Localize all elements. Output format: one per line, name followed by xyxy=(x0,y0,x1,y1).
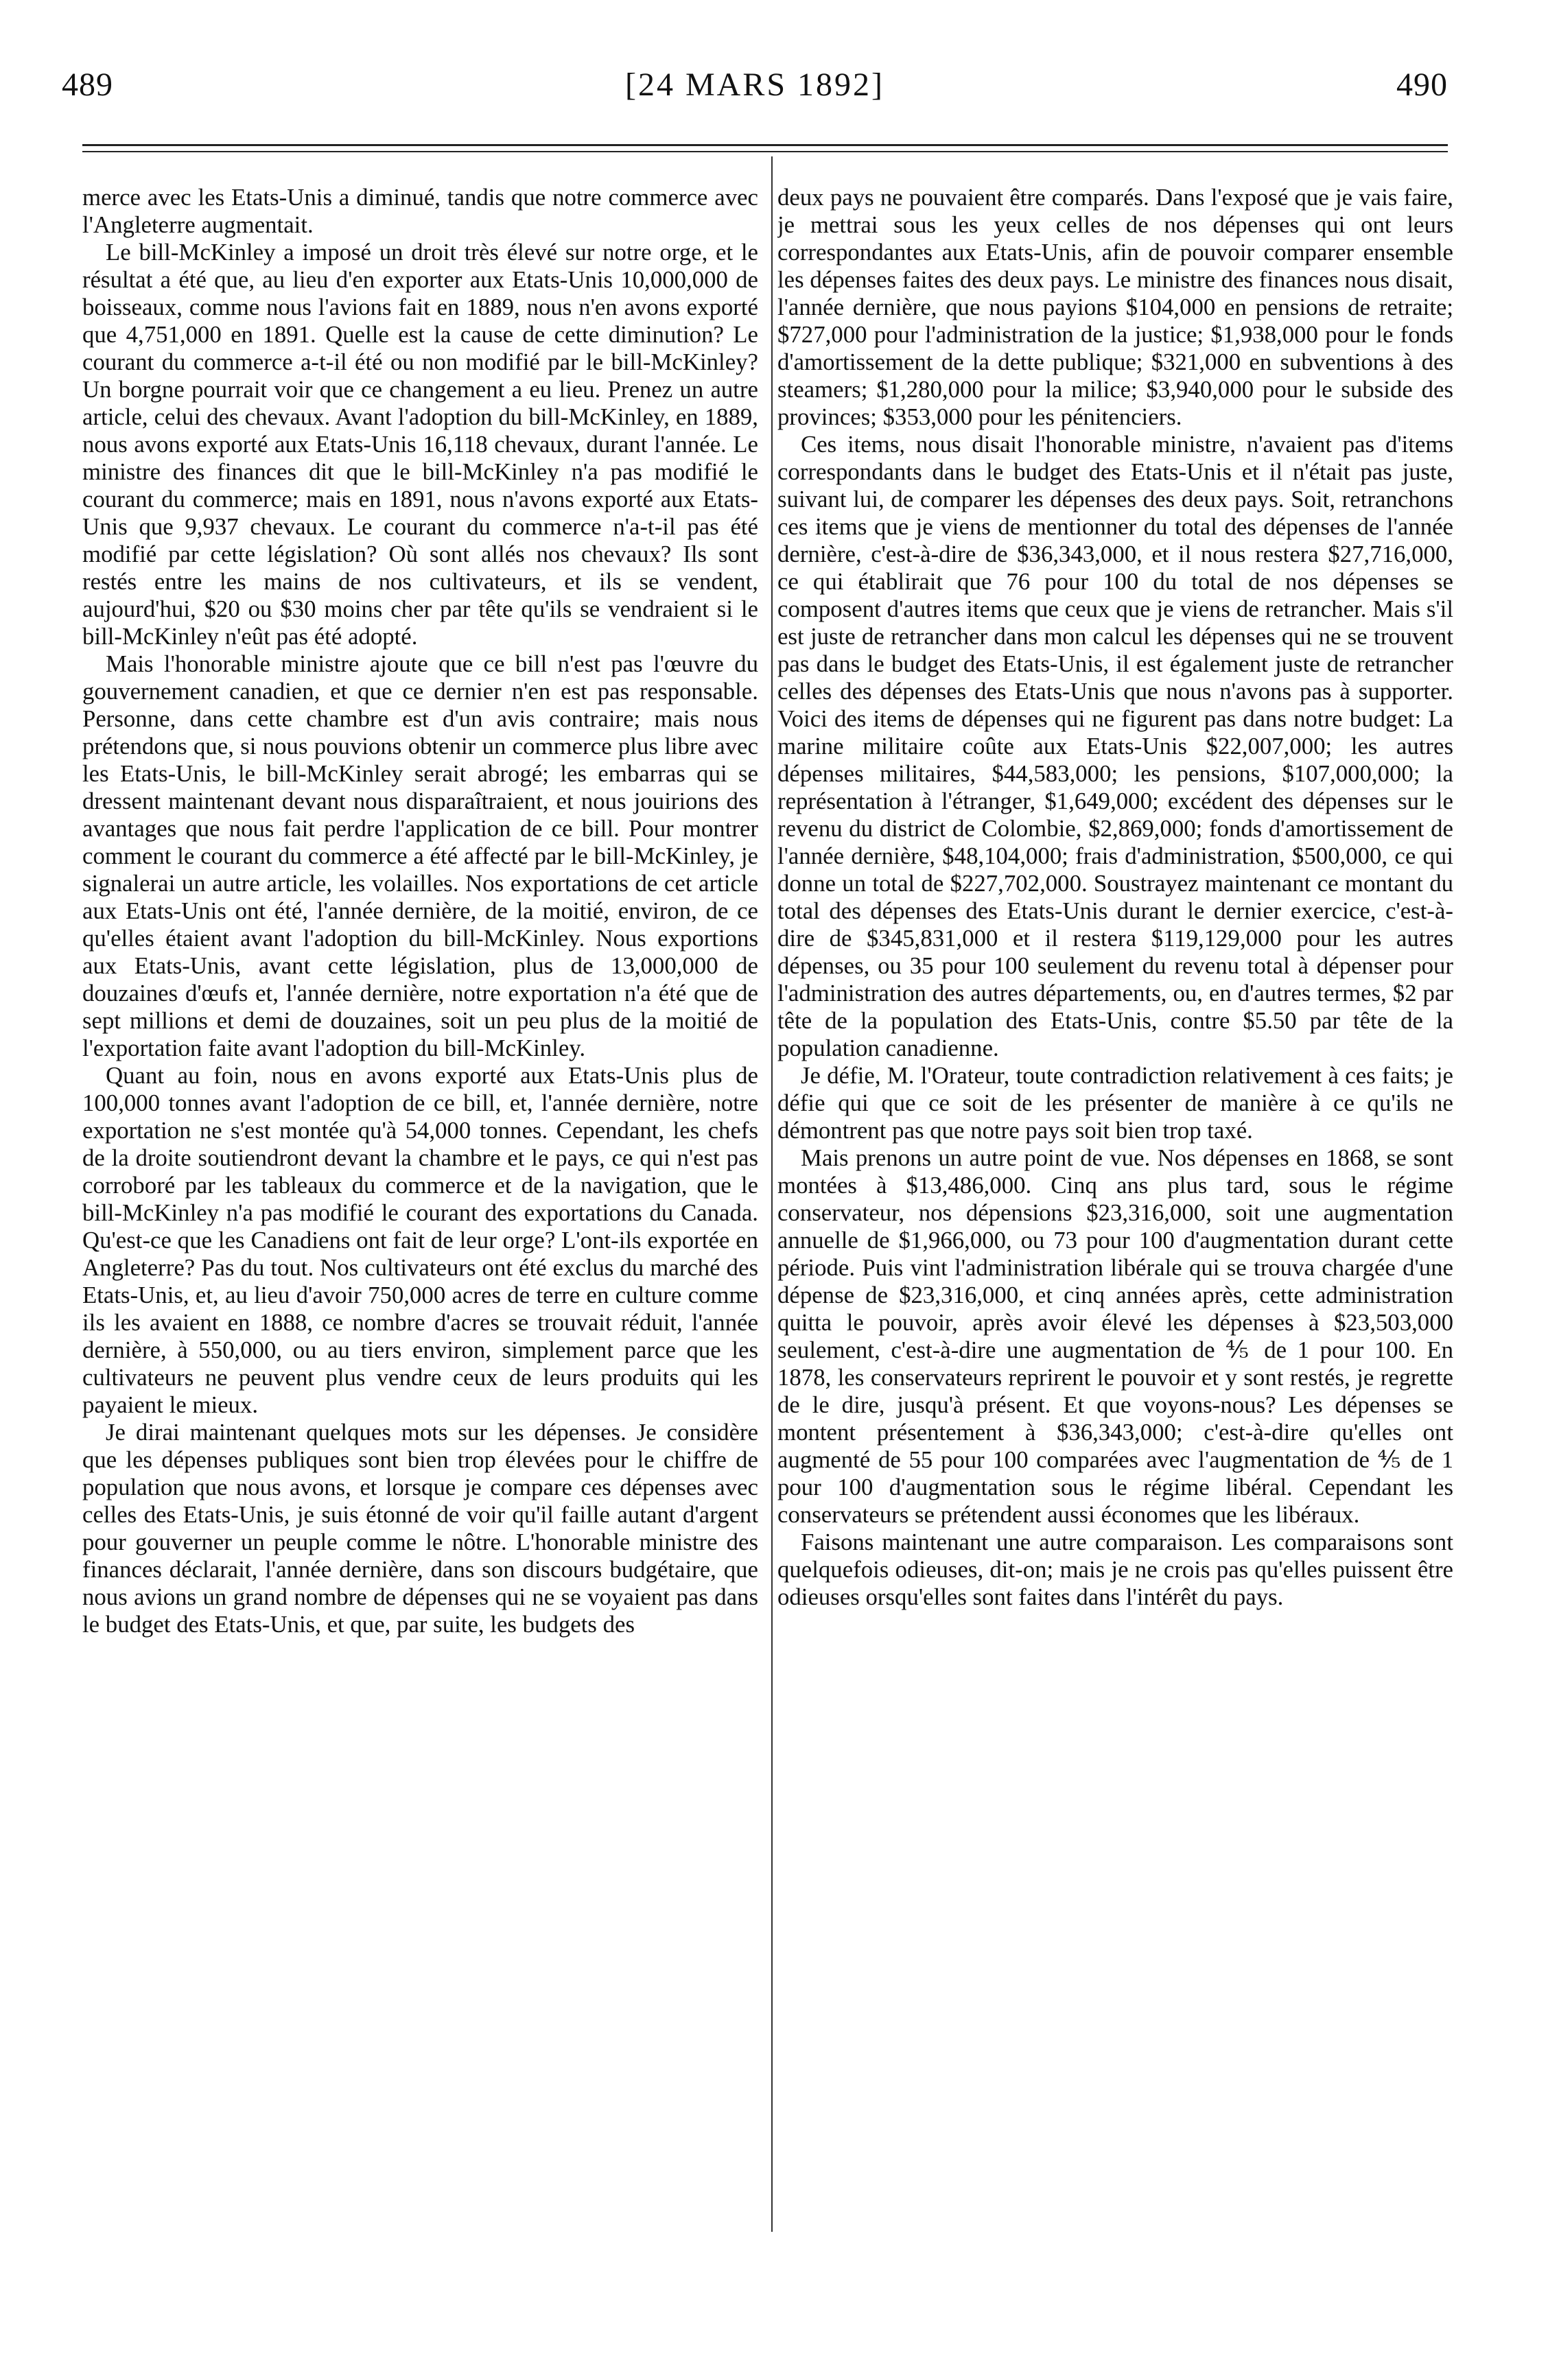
paragraph: deux pays ne pouvaient être comparés. Dans l'exposé que je vais faire, je mettrai sous les yeux celles de nos dépenses qui ont leurs correspondantes aux Etats-Unis, afin de pouvoir comparer ensemble les dépenses faites des deux pays. Le ministre des finances nous disait, l'année dernière, que nous payions $104,000 en pensions de retraite; $727,000 pour l'administration de la justice; $1,938,000 pour le fonds d'amortissement de la dette publique; $321,000 en subventions à des steamers; $1,280,000 pour la milice; $3,940,000 pour le subside des provinces; $353,000 pour les pénitenciers. xyxy=(777,184,1453,430)
header-date: [24 MARS 1892] xyxy=(624,67,885,103)
left-column xyxy=(82,184,758,2235)
paragraph: Quant au foin, nous en avons exporté aux Etats-Unis plus de 100,000 tonnes avant l'adoption de ce bill, et, l'année dernière, notre exportation ne s'est montée qu'à 54,000 tonnes. Cependant, les chefs de la droite soutiendront devant la chambre et le pays, ce qui n'est pas corroboré par les tableaux du commerce et de la navigation, que le bill-McKinley n'a pas modifié le courant des exportations du Canada. Qu'est-ce que les Canadiens ont fait de leur orge? L'ont-ils exportée en Angleterre? Pas du tout. Nos cultivateurs ont été exclus du marché des Etats-Unis, et, au lieu d'avoir 750,000 acres de terre en culture comme ils les avaient en 1888, ce nombre d'acres se trouvait réduit, l'année dernière, à 550,000, ou au tiers environ, simplement parce que les cultivateurs ne peuvent plus vendre ceux de leurs produits qui les payaient le mieux. xyxy=(82,1062,758,1418)
right-column xyxy=(777,184,1453,2235)
paragraph: Je défie, M. l'Orateur, toute contradiction relativement à ces faits; je défie qui que ce soit de les présenter de manière à ce qu'ils ne démontrent pas que notre pays soit bien trop taxé. xyxy=(777,1062,1453,1144)
header-rule-top xyxy=(82,144,1448,146)
paragraph: merce avec les Etats-Unis a diminué, tandis que notre commerce avec l'Angleterre augmentait. xyxy=(82,184,758,238)
column-divider xyxy=(771,156,773,2232)
header-rule-bottom xyxy=(82,151,1448,152)
paragraph: Je dirai maintenant quelques mots sur les dépenses. Je considère que les dépenses publiques sont bien trop élevées pour le chiffre de population que nous avons, et lorsque je compare ces dépenses avec celles des Etats-Unis, je suis étonné de voir qu'il faille autant d'argent pour gouverner un peuple comme le nôtre. L'honorable ministre des finances déclarait, l'année dernière, dans son discours budgétaire, que nous avions un grand nombre de dépenses qui ne se voyaient pas dans le budget des Etats-Unis, et que, par suite, les budgets des xyxy=(82,1419,758,1638)
page-number-right: 490 xyxy=(1396,67,1448,103)
paragraph: Faisons maintenant une autre comparaison. Les comparaisons sont quelquefois odieuses, dit-on; mais je ne crois pas qu'elles puissent être odieuses orsqu'elles sont faites dans l'intérêt du pays. xyxy=(777,1529,1453,1610)
paragraph: Le bill-McKinley a imposé un droit très élevé sur notre orge, et le résultat a été que, au lieu d'en exporter aux Etats-Unis 10,000,000 de boisseaux, comme nous l'avions fait en 1889, nous n'en avons exporté que 4,751,000 en 1891. Quelle est la cause de cette diminution? Le courant du commerce a-t-il été ou non modifié par le bill-McKinley? Un borgne pourrait voir que ce changement a eu lieu. Prenez un autre article, celui des chevaux. Avant l'adoption du bill-McKinley, en 1889, nous avons exporté aux Etats-Unis 16,118 chevaux, durant l'année. Le ministre des finances dit que le bill-McKinley n'a pas modifié le courant du commerce; mais en 1891, nous n'avons exporté aux Etats-Unis que 9,937 chevaux. Le courant du commerce n'a-t-il pas été modifié par cette législation? Où sont allés nos chevaux? Ils sont restés entre les mains de nos cultivateurs, et ils se vendent, aujourd'hui, $20 ou $30 moins cher par tête qu'ils se vendraient si le bill-McKinley n'eût pas été adopté. xyxy=(82,239,758,650)
paragraph: Ces items, nous disait l'honorable ministre, n'avaient pas d'items correspondants dans le budget des Etats-Unis et il n'était pas juste, suivant lui, de comparer les dépenses des deux pays. Soit, retranchons ces items que je viens de mentionner du total des dépenses de l'année dernière, c'est-à-dire de $36,343,000, et il nous restera $27,716,000, ce qui établirait que 76 pour 100 du total de nos dépenses se composent d'autres items que ceux que je viens de retrancher. Mais s'il est juste de retrancher dans mon calcul les dépenses qui ne se trouvent pas dans le budget des Etats-Unis, il est également juste de retrancher celles des dépenses des Etats-Unis que nous n'avons pas à supporter. Voici des items de dépenses qui ne figurent pas dans notre budget: La marine militaire coûte aux Etats-Unis $22,007,000; les autres dépenses militaires, $44,583,000; les pensions, $107,000,000; la représentation à l'étranger, $1,649,000; excédent des dépenses sur le revenu du district de Colombie, $2,869,000; fonds d'amortissement de l'année dernière, $48,104,000; frais d'administration, $500,000, ce qui donne un total de $227,702,000. Soustrayez maintenant ce montant du total des dépenses des Etats-Unis durant le dernier exercice, c'est-à-dire de $345,831,000 et il restera $119,129,000 pour les autres dépenses, ou 35 pour 100 seulement du revenu total à dépenser pour l'administration des autres départements, ou, en d'autres termes, $2 par tête de la population des Etats-Unis, contre $5.50 par tête de la population canadienne. xyxy=(777,431,1453,1061)
page-number-left: 489 xyxy=(62,67,113,103)
paragraph: Mais l'honorable ministre ajoute que ce bill n'est pas l'œuvre du gouvernement canadien, et que ce dernier n'en est pas responsable. Personne, dans cette chambre est d'un avis contraire; mais nous prétendons que, si nous pouvions obtenir un commerce plus libre avec les Etats-Unis, le bill-McKinley serait abrogé; les embarras qui se dressent maintenant devant nous disparaîtraient, et nous jouirions des avantages que nous fait perdre l'application de ce bill. Pour montrer comment le courant du commerce a été affecté par le bill-McKinley, je signalerai un autre article, les volailles. Nos exportations de cet article aux Etats-Unis ont été, l'année dernière, de la moitié, environ, de ce qu'elles étaient avant l'adoption du bill-McKinley. Nous exportions aux Etats-Unis, avant cette législation, plus de 13,000,000 de douzaines d'œufs et, l'année dernière, notre exportation n'a été que de sept millions et demi de douzaines, soit un peu plus de la moitié de l'exportation faite avant l'adoption du bill-McKinley. xyxy=(82,650,758,1061)
page-header xyxy=(62,66,1448,121)
paragraph: Mais prenons un autre point de vue. Nos dépenses en 1868, se sont montées à $13,486,000. Cinq ans plus tard, sous le régime conservateur, nos dépensions $23,316,000, soit une augmentation annuelle de $1,966,000, ou 73 pour 100 d'augmentation durant cette période. Puis vint l'administration libérale qui se trouva chargée d'une dépense de $23,316,000, et cinq années après, cette administration quitta le pouvoir, après avoir élevé les dépenses à $23,503,000 seulement, c'est-à-dire une augmentation de ⅘ de 1 pour 100. En 1878, les conservateurs reprirent le pouvoir et y sont restés, je regrette de le dire, jusqu'à présent. Et que voyons-nous? Les dépenses se montent présentement à $36,343,000; c'est-à-dire qu'elles ont augmenté de 55 pour 100 comparées avec l'augmentation de ⅘ de 1 pour 100 d'augmentation sous le régime libéral. Cependant les conservateurs se prétendent aussi économes que les libéraux. xyxy=(777,1144,1453,1528)
